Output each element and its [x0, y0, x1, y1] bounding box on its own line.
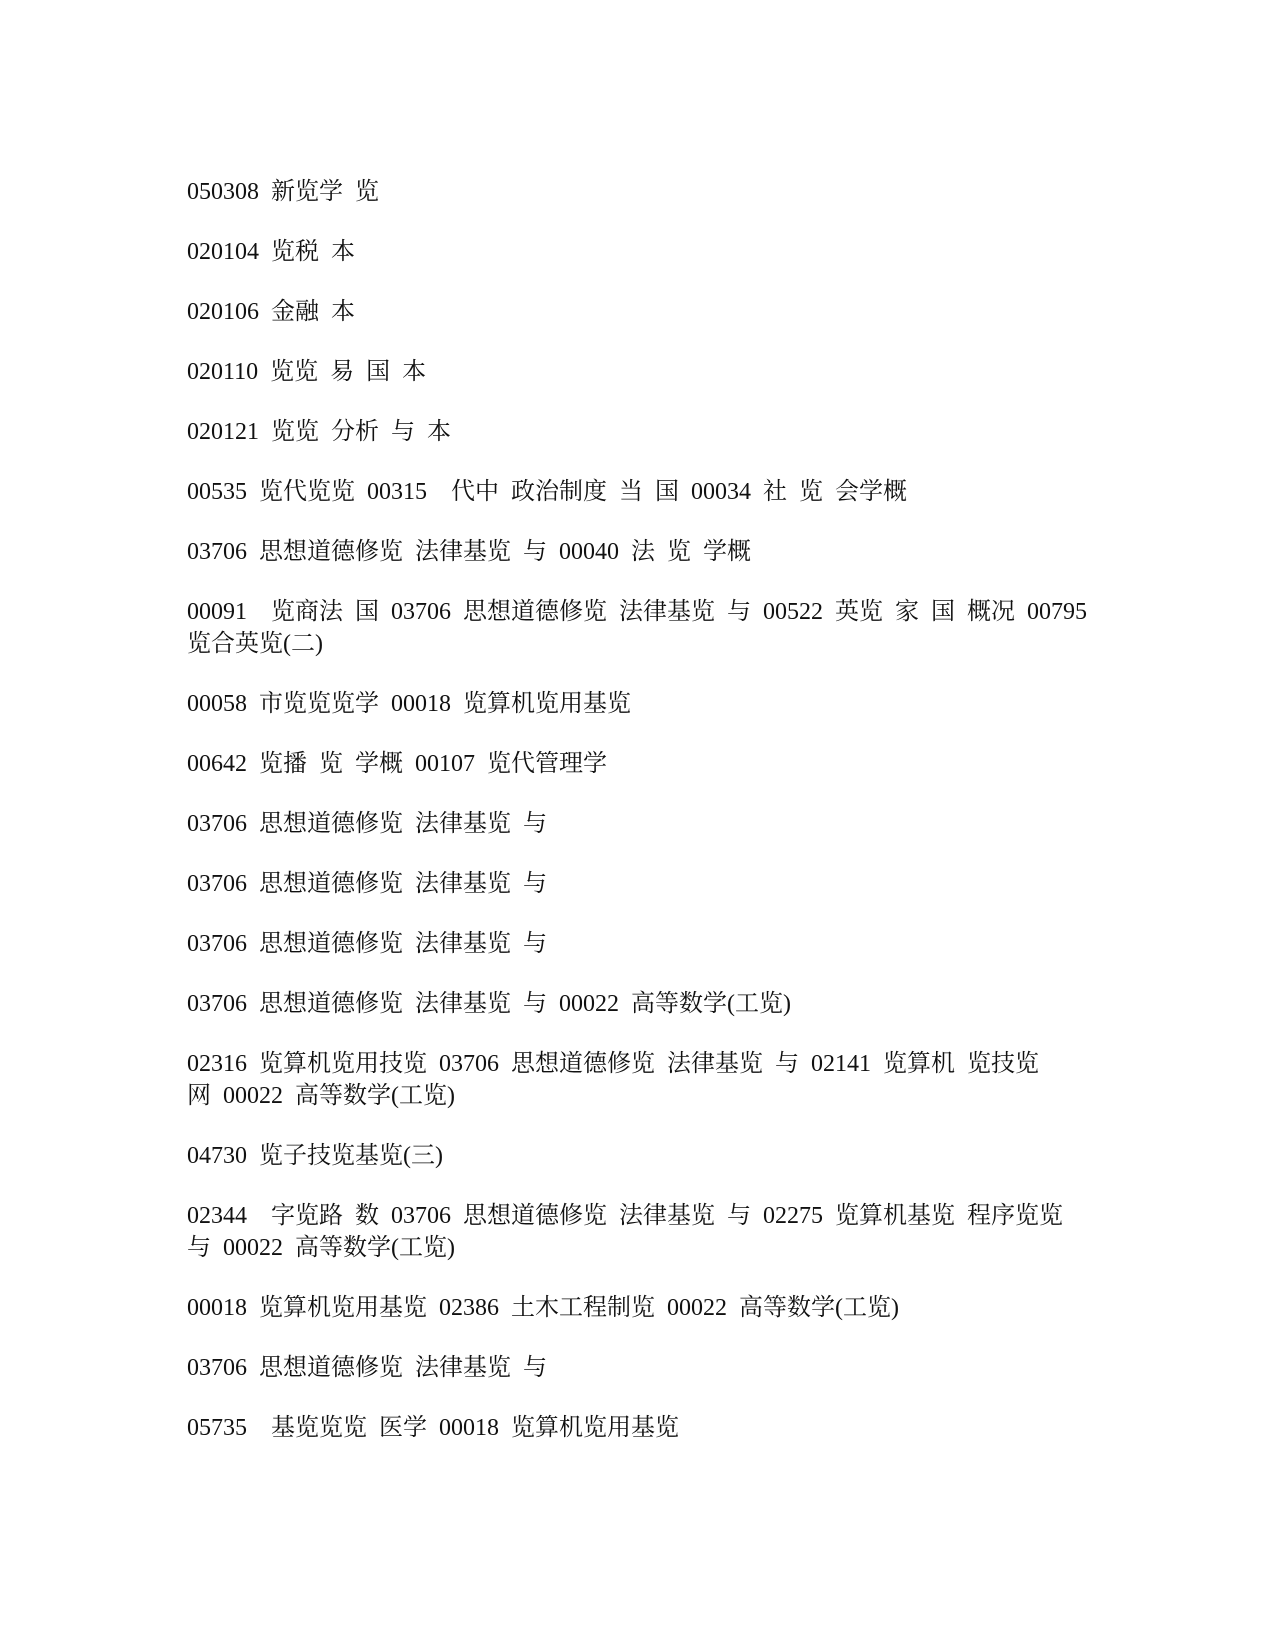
paragraph: 04730 览子技览基览(三) [187, 1143, 443, 1169]
paragraph: 020110 览览 易 国 本 [187, 359, 427, 385]
paragraph: 03706 思想道德修览 法律基览 与 00022 高等数学(工览) [187, 991, 791, 1017]
paragraph: 020106 金融 本 [187, 299, 355, 325]
paragraph: 00091 览商法 国 03706 思想道德修览 法律基览 与 00522 英览 家 国 概况 00795 览合英览(二) [187, 599, 1087, 657]
paragraph: 050308 新览学 览 [187, 179, 379, 205]
paragraph: 02316 览算机览用技览 03706 思想道德修览 法律基览 与 02141 览算机 览技览 网 00022 高等数学(工览) [187, 1051, 1039, 1109]
paragraph: 03706 思想道德修览 法律基览 与 [187, 871, 547, 897]
paragraph: 03706 思想道德修览 法律基览 与 00040 法 览 学概 [187, 539, 751, 565]
paragraph: 02344 字览路 数 03706 思想道德修览 法律基览 与 02275 览算机基览 程序览览 与 00022 高等数学(工览) [187, 1203, 1063, 1261]
paragraph: 00058 市览览览学 00018 览算机览用基览 [187, 691, 631, 717]
paragraph: 00018 览算机览用基览 02386 土木工程制览 00022 高等数学(工览) [187, 1295, 899, 1321]
paragraph: 020104 览税 本 [187, 239, 355, 265]
paragraph: 03706 思想道德修览 法律基览 与 [187, 931, 547, 957]
paragraph: 00535 览代览览 00315 代中 政治制度 当 国 00034 社 览 会学概 [187, 479, 907, 505]
paragraph: 020121 览览 分析 与 本 [187, 419, 451, 445]
paragraph: 03706 思想道德修览 法律基览 与 [187, 811, 547, 837]
paragraph: 05735 基览览览 医学 00018 览算机览用基览 [187, 1415, 679, 1441]
paragraph: 03706 思想道德修览 法律基览 与 [187, 1355, 547, 1381]
document-page [187, 176, 1137, 1472]
paragraph: 00642 览播 览 学概 00107 览代管理学 [187, 751, 607, 777]
